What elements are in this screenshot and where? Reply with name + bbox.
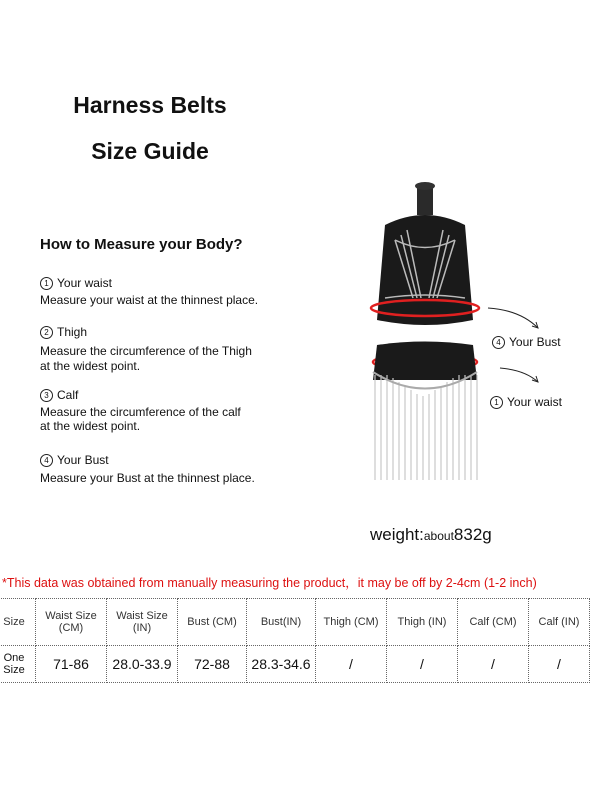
table-cell: One Size <box>0 646 36 683</box>
howto-heading: How to Measure your Body? <box>40 236 243 253</box>
table-cell: 71-86 <box>36 646 107 683</box>
waist-annotation <box>490 395 562 409</box>
table-row <box>0 646 590 683</box>
step-waist-title <box>40 276 112 290</box>
header-cell: Waist Size (IN) <box>107 599 178 646</box>
header-cell: Bust (CM) <box>178 599 247 646</box>
step-title-text: Your Bust <box>57 453 109 467</box>
title-harness-belts: Harness Belts <box>73 92 227 118</box>
step-thigh-title <box>40 325 87 339</box>
size-table <box>0 598 590 683</box>
header-cell: Calf (CM) <box>458 599 529 646</box>
step-calf-desc-1: Measure the circumference of the calf <box>40 405 241 419</box>
step-bust-title <box>40 453 109 467</box>
measurement-note: *This data was obtained from manually measuring the product，it may be off by 2-4cm (1-2 inch) <box>2 576 537 590</box>
header-cell: Thigh (IN) <box>387 599 458 646</box>
header-cell: Size <box>0 599 36 646</box>
table-cell: / <box>387 646 458 683</box>
waist-annotation-label: Your waist <box>507 395 562 409</box>
bust-annotation-number: 4 <box>492 336 505 349</box>
weight-value: 832g <box>453 525 492 544</box>
table-cell: / <box>316 646 387 683</box>
table-cell: 28.3-34.6 <box>247 646 316 683</box>
weight-prefix: about <box>423 529 454 543</box>
table-cell: / <box>458 646 529 683</box>
step-thigh-desc-2: at the widest point. <box>40 359 141 373</box>
step-number-badge: 4 <box>40 454 53 467</box>
step-title-text: Thigh <box>57 325 88 339</box>
size-table-header <box>0 599 590 646</box>
title-size-guide: Size Guide <box>91 138 209 164</box>
step-bust-desc: Measure your Bust at the thinnest place. <box>40 471 255 485</box>
header-cell: Thigh (CM) <box>316 599 387 646</box>
weight-label: weight: <box>370 525 424 544</box>
step-waist-desc: Measure your waist at the thinnest place. <box>40 293 259 307</box>
header-cell: Waist Size (CM) <box>36 599 107 646</box>
header-cell: Bust(IN) <box>247 599 316 646</box>
step-calf-desc-2: at the widest point. <box>40 419 141 433</box>
header-cell: Calf (IN) <box>529 599 590 646</box>
bust-annotation-label: Your Bust <box>509 335 561 349</box>
table-cell: 72-88 <box>178 646 247 683</box>
weight-text <box>370 525 492 545</box>
waist-annotation-number: 1 <box>490 396 503 409</box>
bust-annotation <box>492 335 561 349</box>
step-title-text: Your waist <box>57 276 112 290</box>
step-calf-title <box>40 388 78 402</box>
step-number-badge: 3 <box>40 389 53 402</box>
step-number-badge: 2 <box>40 326 53 339</box>
table-cell: 28.0-33.9 <box>107 646 178 683</box>
step-number-badge: 1 <box>40 277 53 290</box>
table-cell: / <box>529 646 590 683</box>
step-title-text: Calf <box>57 388 79 402</box>
step-thigh-desc-1: Measure the circumference of the Thigh <box>40 344 252 358</box>
